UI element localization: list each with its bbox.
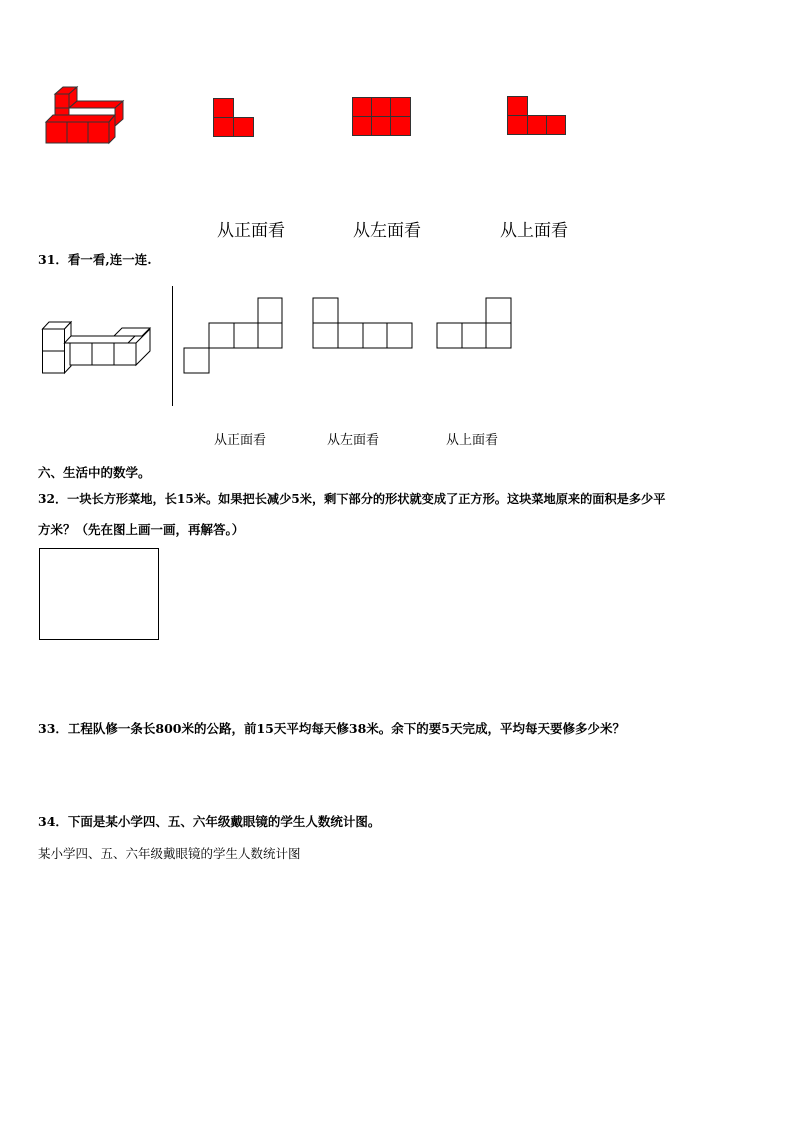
- q31-cube-solid: [42, 321, 154, 375]
- q31-view-option-1: [183, 297, 285, 375]
- q32-drawing-box[interactable]: [39, 548, 159, 640]
- q32-line-2: 方米？（先在图上画一画，再解答。）: [38, 522, 245, 537]
- q31-title: 31．看一看,连一连.: [38, 252, 152, 267]
- q31-view-option-2: [312, 297, 414, 351]
- red-cube-solid: [45, 86, 127, 146]
- q31-label-front: 从正面看: [214, 433, 267, 448]
- divider-line: [172, 286, 173, 406]
- red-view-top: [507, 96, 567, 136]
- q33-text: 33．工程队修一条长800米的公路，前15天平均每天修38米。余下的要5天完成，平均每天要修多少米？: [38, 721, 625, 736]
- q34-chart-title: 某小学四、五、六年级戴眼镜的学生人数统计图: [38, 846, 301, 861]
- q30-label-top: 从上面看: [500, 221, 568, 241]
- q30-label-left: 从左面看: [353, 221, 421, 241]
- q31-view-option-3: [436, 297, 514, 351]
- q30-label-front: 从正面看: [217, 221, 285, 241]
- q31-label-top: 从上面看: [446, 433, 499, 448]
- red-view-front: [213, 98, 255, 138]
- q34-text: 34．下面是某小学四、五、六年级戴眼镜的学生人数统计图。: [38, 814, 381, 829]
- section-6-title: 六、生活中的数学。: [38, 465, 151, 480]
- q31-label-left: 从左面看: [327, 433, 380, 448]
- q32-line-1: 32．一块长方形菜地，长15米。如果把长减少5米，剩下部分的形状就变成了正方形。这块菜地原来的面积是多少平: [38, 492, 666, 506]
- red-view-left: [352, 97, 412, 137]
